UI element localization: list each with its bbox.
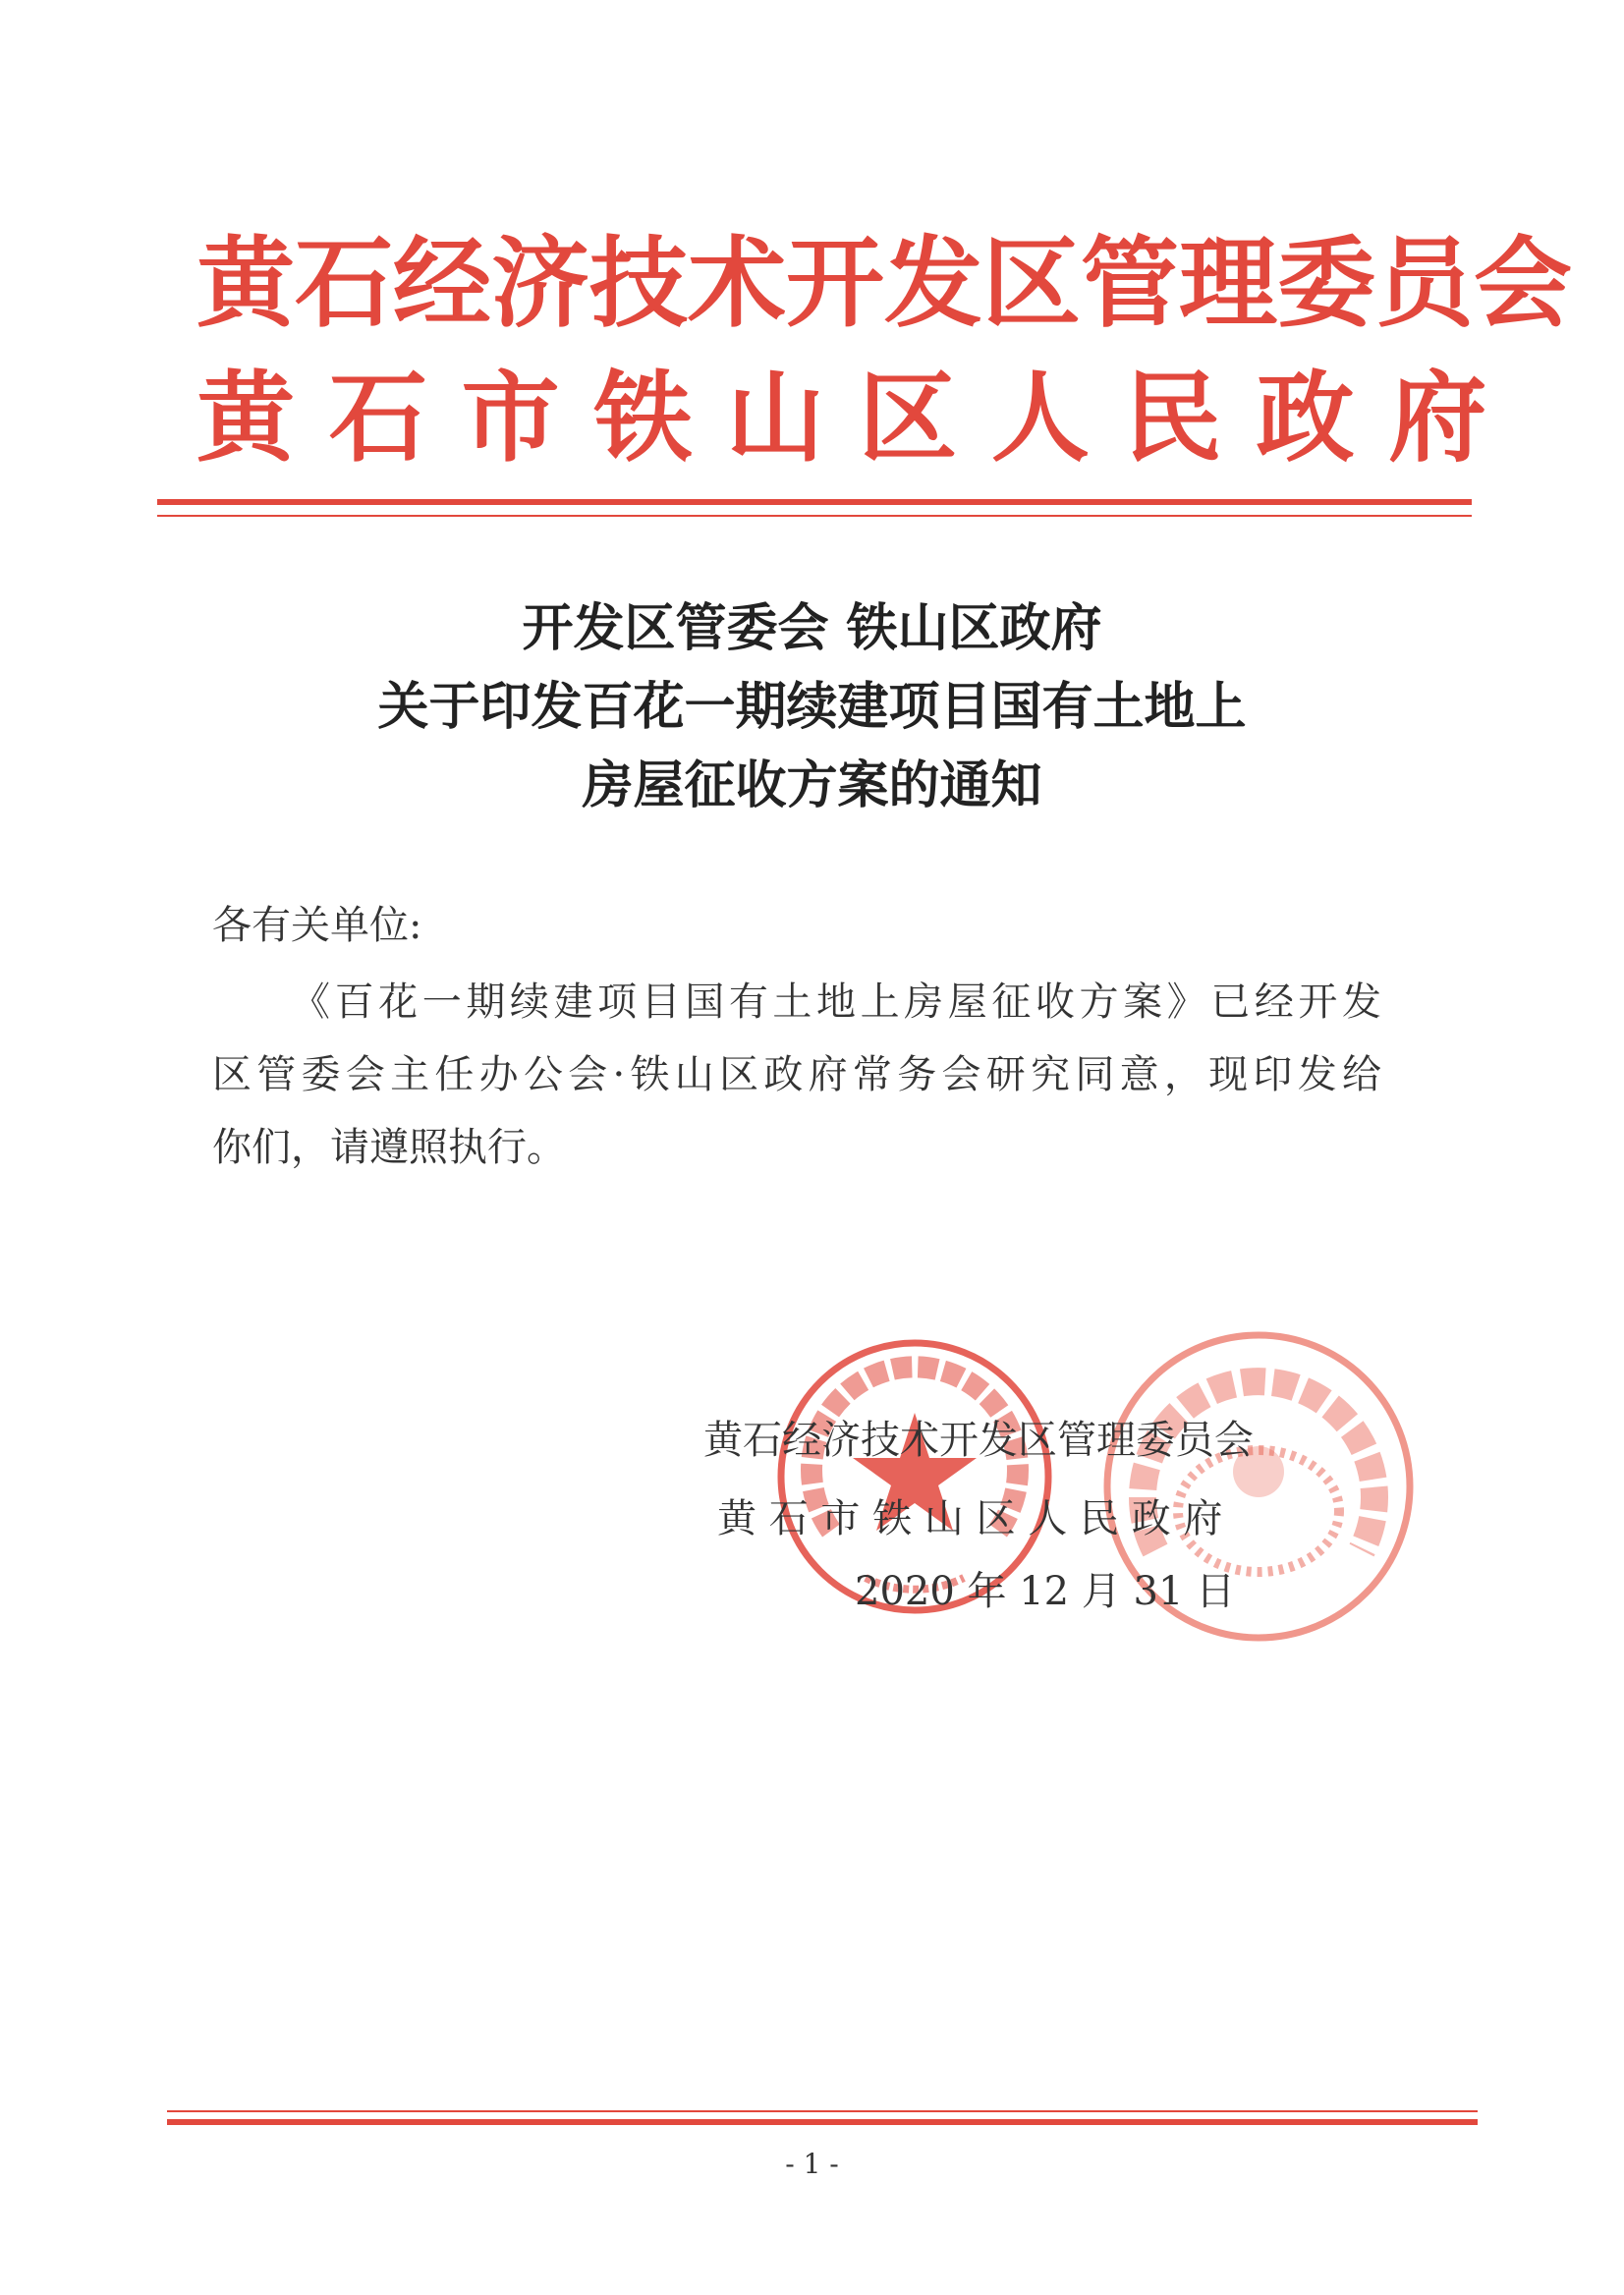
paragraph-line-1: 《百花一期续建项目国有土地上房屋征收方案》已经开发 (291, 980, 1381, 1025)
signature-org-1: 黄石经济技术开发区管理委员会 (703, 1418, 1254, 1463)
page-number: - 1 - (785, 2148, 839, 2180)
document-title-line-1: 开发区管委会 铁山区政府 (522, 598, 1102, 658)
document-title-line-2: 关于印发百花一期续建项目国有土地上 (377, 677, 1247, 737)
letterhead-org-line-2: 黄 石 市 铁 山 区 人 民 政 府 (196, 360, 1487, 476)
document-title-line-3: 房屋征收方案的通知 (582, 756, 1042, 815)
header-rule-thin (157, 515, 1472, 517)
paragraph-line-2: 区管委会主任办公会·铁山区政府常务会研究同意，现印发给 (212, 1052, 1381, 1097)
paragraph-line-3: 你们，请遵照执行。 (212, 1125, 566, 1170)
signature-date: 2020 年 12 月 31 日 (855, 1569, 1236, 1614)
header-rule-thick (157, 499, 1472, 505)
footer-rule-thick (167, 2119, 1478, 2125)
footer-rule-thin (167, 2110, 1478, 2112)
salutation: 各有关单位: (212, 903, 422, 948)
signature-org-2: 黄 石 市 铁 山 区 人 民 政 府 (717, 1496, 1223, 1541)
letterhead-org-line-1: 黄石经济技术开发区管理委员会 (196, 225, 1572, 341)
